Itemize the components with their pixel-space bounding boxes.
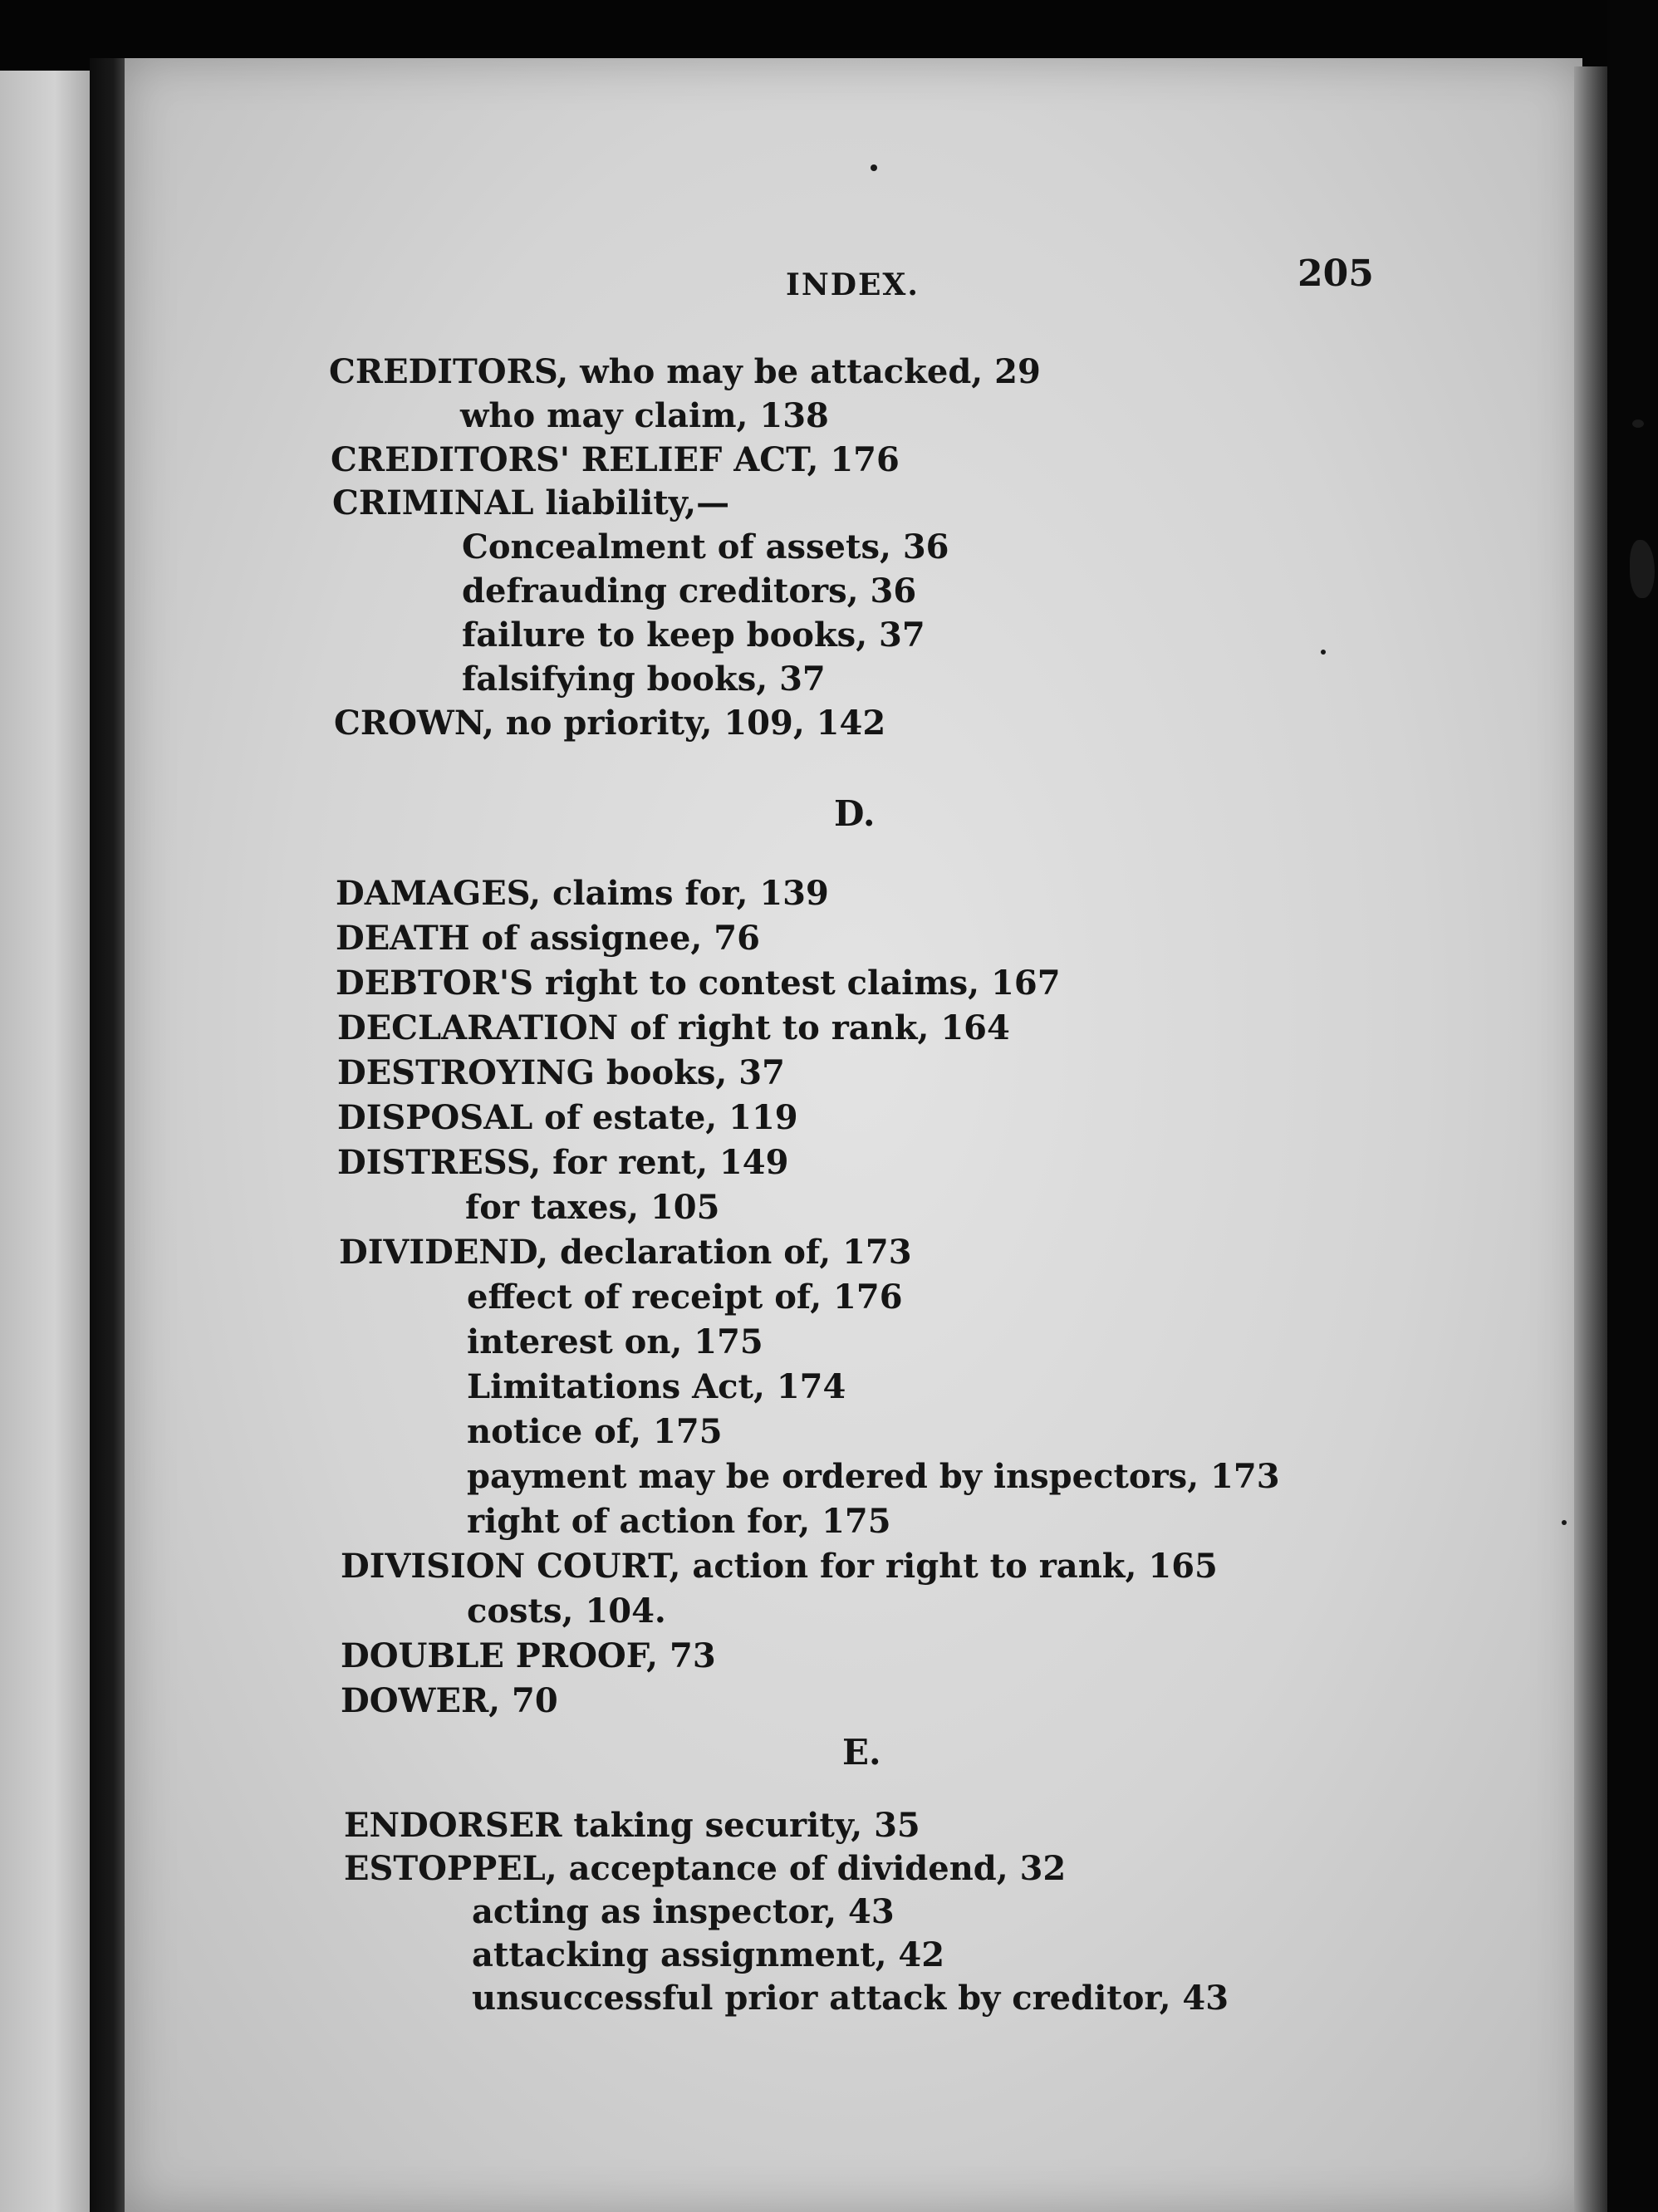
- index-entry: DAMAGES, claims for, 139: [336, 874, 829, 913]
- ink-speck: [1562, 1520, 1567, 1525]
- ink-speck: [1321, 650, 1326, 655]
- index-subentry: attacking assignment, 42: [472, 1935, 945, 1974]
- ink-speck: [871, 164, 877, 171]
- index-subentry: for taxes, 105: [465, 1188, 720, 1227]
- index-subentry: defrauding creditors, 36: [462, 571, 917, 611]
- ink-speck: [1632, 419, 1644, 428]
- index-entry: CRIMINAL liability,—: [332, 483, 730, 522]
- index-subentry: right of action for, 175: [467, 1502, 891, 1541]
- page-number: 205: [1297, 253, 1374, 295]
- index-subentry: Concealment of assets, 36: [462, 527, 949, 566]
- index-subentry: Limitations Act, 174: [467, 1367, 846, 1406]
- index-entry: DECLARATION of right to rank, 164: [337, 1008, 1010, 1047]
- index-subentry: failure to keep books, 37: [462, 616, 925, 655]
- index-subentry: falsifying books, 37: [462, 660, 826, 699]
- index-entry: DISTRESS, for rent, 149: [337, 1143, 789, 1182]
- index-subentry: unsuccessful prior attack by creditor, 43: [472, 1979, 1229, 2018]
- index-entry: DISPOSAL of estate, 119: [337, 1098, 798, 1137]
- index-entry: ESTOPPEL, acceptance of dividend, 32: [344, 1849, 1067, 1888]
- index-entry: CREDITORS, who may be attacked, 29: [329, 352, 1041, 391]
- index-entry: ENDORSER taking security, 35: [344, 1806, 920, 1845]
- scan-background-right: [1607, 0, 1658, 2212]
- index-subentry: who may claim, 138: [460, 396, 829, 435]
- index-entry: DIVIDEND, declaration of, 173: [339, 1233, 912, 1272]
- book-gutter: [90, 58, 130, 2212]
- index-subentry: notice of, 175: [467, 1412, 723, 1451]
- previous-page-edge: [0, 71, 91, 2212]
- index-subentry: acting as inspector, 43: [472, 1892, 895, 1931]
- index-entry: DIVISION COURT, action for right to rank, 165: [341, 1547, 1218, 1586]
- index-entry: CROWN, no priority, 109, 142: [334, 704, 886, 743]
- index-entry: DEATH of assignee, 76: [336, 919, 760, 958]
- index-entry: DEBTOR'S right to contest claims, 167: [336, 964, 1061, 1003]
- running-header-title: INDEX.: [786, 267, 920, 302]
- section-letter-e: E.: [842, 1732, 881, 1773]
- index-subentry: costs, 104.: [467, 1592, 666, 1631]
- page-right-edge: [1574, 66, 1607, 2212]
- index-entry: DESTROYING books, 37: [337, 1053, 785, 1092]
- index-subentry: payment may be ordered by inspectors, 173: [467, 1457, 1280, 1496]
- section-letter-d: D.: [834, 793, 876, 834]
- index-entry: DOWER, 70: [341, 1681, 558, 1720]
- index-entry: DOUBLE PROOF, 73: [341, 1636, 716, 1675]
- index-entry: CREDITORS' RELIEF ACT, 176: [331, 440, 900, 479]
- index-subentry: effect of receipt of, 176: [467, 1278, 903, 1317]
- index-subentry: interest on, 175: [467, 1322, 763, 1361]
